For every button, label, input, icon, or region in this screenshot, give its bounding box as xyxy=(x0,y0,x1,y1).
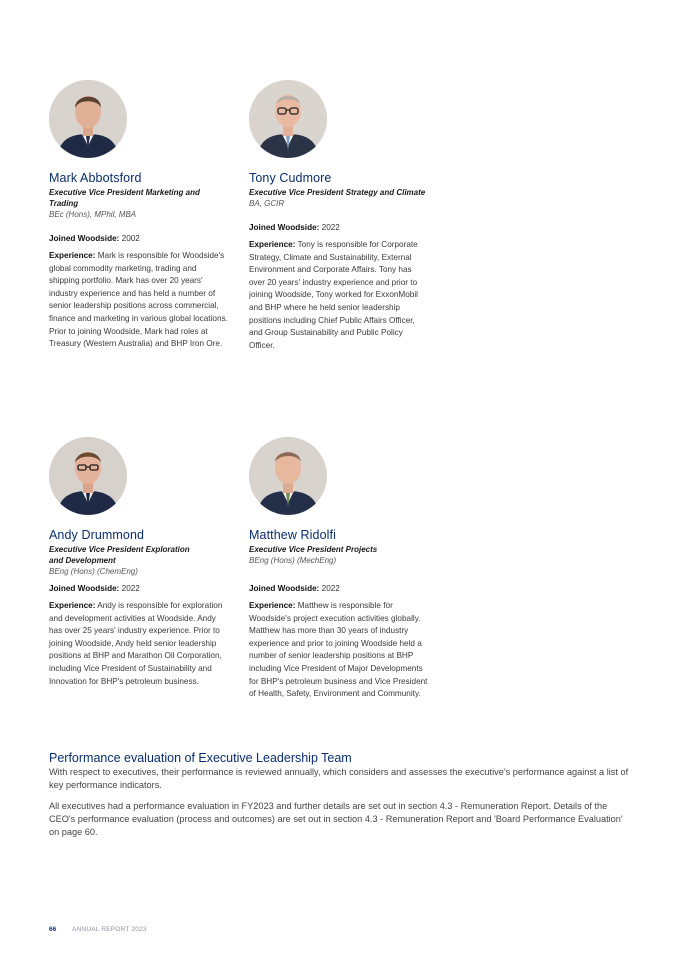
profile-role: Executive Vice President Exploration and Development xyxy=(49,545,190,565)
person-portrait-icon xyxy=(49,80,127,158)
profile-name: Andy Drummond xyxy=(49,528,145,542)
joined-year: 2022 xyxy=(321,584,340,593)
page-footer xyxy=(49,925,147,934)
portrait-photo xyxy=(49,80,127,158)
person-portrait-icon xyxy=(49,437,127,515)
experience-paragraph xyxy=(249,600,429,701)
page-number: 66 xyxy=(49,926,57,933)
joined-line xyxy=(249,222,429,233)
portrait-photo xyxy=(249,80,327,158)
experience-label: Experience: xyxy=(249,601,296,610)
joined-label: Joined Woodside: xyxy=(49,584,120,593)
profile-name: Tony Cudmore xyxy=(249,171,332,185)
joined-label: Joined Woodside: xyxy=(249,223,320,232)
report-label: ANNUAL REPORT 2023 xyxy=(72,926,147,933)
joined-label: Joined Woodside: xyxy=(49,234,120,243)
joined-year: 2022 xyxy=(121,584,140,593)
experience-text: Andy is responsible for exploration and development activities at Woodside. Andy has over 25 years' industry experience. Prior to joining Woodside, Andy held senior leadership positions at BHP and Marathon Oil Corporation, including Vice President of Sustainability and Innovation for BHP's petroleum business. xyxy=(49,601,223,686)
profile-tony-cudmore xyxy=(249,80,429,352)
profile-qualifications: BEng (Hons) (ChemEng) xyxy=(49,567,138,576)
experience-label: Experience: xyxy=(249,240,296,249)
joined-year: 2022 xyxy=(321,223,340,232)
joined-line xyxy=(49,583,229,594)
profile-qualifications: BA, GCIR xyxy=(249,199,285,208)
profile-andy-drummond xyxy=(49,437,229,688)
experience-text: Tony is responsible for Corporate Strategy, Climate and Sustainability, External Environment and Corporate Affairs. Tony has over 20 years' industry experience and prior to joining Woodside, Tony worked for ExxonMobil and BHP where he held senior leadership positions including Chief Public Affairs Officer, and Group Sustainability and Public Policy Officer. xyxy=(249,240,418,350)
experience-text: Matthew is responsible for Woodside's project execution activities globally. Matthew has more than 30 years of industry experience and prior to joining Woodside held a number of senior leadership positions at BHP including Vice President of Major Developments for BHP's petroleum business and Vice President of Health, Safety, Environment and Community. xyxy=(249,601,428,699)
profile-role: Executive Vice President Strategy and Climate xyxy=(249,188,426,197)
profile-name: Mark Abbotsford xyxy=(49,171,142,185)
portrait-photo xyxy=(249,437,327,515)
experience-label: Experience: xyxy=(49,601,96,610)
profile-qualifications: BEng (Hons) (MechEng) xyxy=(249,556,337,565)
profile-role: Executive Vice President Projects xyxy=(249,545,378,554)
paragraph-2: All executives had a performance evaluation in FY2023 and further details are set out in section 4.3 - Remuneration Report. Details of the CEO's performance evaluation (process and outcomes) are set out in section 4.3 - Remuneration Report and 'Board Performance Evaluation' on page 60. xyxy=(49,801,623,837)
profile-name: Matthew Ridolfi xyxy=(249,528,336,542)
experience-paragraph xyxy=(249,239,429,352)
joined-line xyxy=(49,233,229,244)
joined-year: 2002 xyxy=(121,234,140,243)
profile-mark-abbotsford xyxy=(49,80,229,351)
portrait-photo xyxy=(49,437,127,515)
experience-label: Experience: xyxy=(49,251,96,260)
profile-matthew-ridolfi xyxy=(249,437,429,701)
person-portrait-icon xyxy=(249,437,327,515)
person-portrait-icon xyxy=(249,80,327,158)
experience-paragraph xyxy=(49,250,229,351)
joined-line xyxy=(249,583,429,594)
section-heading: Performance evaluation of Executive Leadership Team xyxy=(49,751,352,765)
profile-qualifications: BEc (Hons), MPhil, MBA xyxy=(49,210,137,219)
experience-text: Mark is responsible for Woodside's global commodity marketing, trading and shipping portfolio. Mark has over 20 years' industry experience and has held a number of senior leadership positions across commercial, finance and marketing in various global locations. Prior to joining Woodside, Mark had roles at Treasury (Western Australia) and BHP Iron Ore. xyxy=(49,251,228,349)
profile-role: Executive Vice President Marketing and Trading xyxy=(49,188,200,208)
joined-label: Joined Woodside: xyxy=(249,584,320,593)
performance-evaluation-section xyxy=(49,751,634,839)
paragraph-1: With respect to executives, their performance is reviewed annually, which considers and assesses the executive's performance against a list of key performance indicators. xyxy=(49,767,629,790)
experience-paragraph xyxy=(49,600,229,688)
